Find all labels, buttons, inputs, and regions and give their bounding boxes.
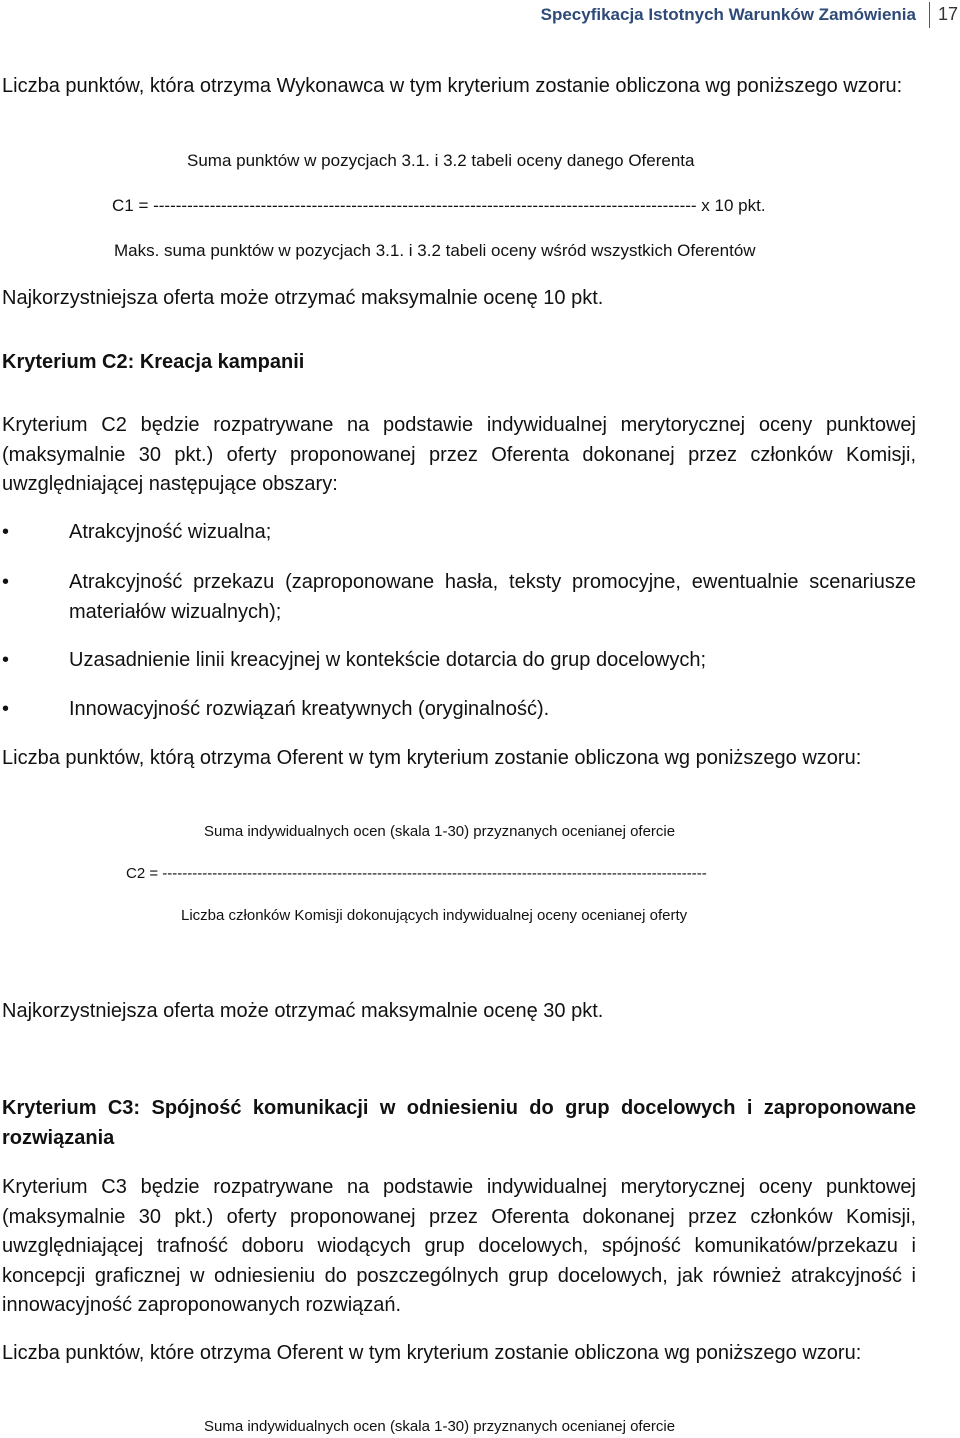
bullet-text: Innowacyjność rozwiązań kreatywnych (oryginalność). (69, 698, 550, 720)
c1-formula-denominator: Maks. suma punktów w pozycjach 3.1. i 3.2 tabeli oceny wśród wszystkich Oferentów (114, 241, 756, 260)
c3-description: Kryterium C3 będzie rozpatrywane na podstawie indywidualnej merytorycznej oceny punktowej (maksymalnie 30 pkt.) oferty proponowanej przez Oferenta dokonanej przez członków Komisji, uwzględniającej trafność doboru wiodących grup docelowych, spójność komunikatów/przekazu i koncepcji graficznej w odniesieniu do poszczególnych grup docelowych, jak również atrakcyjność i innowacyjność zaproponowanych rozwiązań. (2, 1176, 916, 1316)
c2-formula-line: C2 = ------------------------------------------------------------------------------------------------------------- (126, 865, 707, 882)
c1-max-score: Najkorzystniejsza oferta może otrzymać maksymalnie ocenę 10 pkt. (2, 287, 604, 309)
c2-intro-paragraph: Liczba punktów, którą otrzyma Oferent w tym kryterium zostanie obliczona wg poniższego wzoru: (2, 747, 862, 769)
c1-formula-numerator: Suma punktów w pozycjach 3.1. i 3.2 tabeli oceny danego Oferenta (187, 151, 695, 170)
page-header (0, 0, 960, 32)
c3-formula-numerator: Suma indywidualnych ocen (skala 1-30) przyznanych ocenianej ofercie (204, 1418, 676, 1435)
c3-intro-paragraph: Liczba punktów, które otrzyma Oferent w tym kryterium zostanie obliczona wg poniższego wzoru: (2, 1342, 862, 1364)
bullet-marker: • (2, 521, 10, 543)
bullet-marker: • (2, 698, 10, 720)
c1-intro-paragraph: Liczba punktów, która otrzyma Wykonawca w tym kryterium zostanie obliczona wg poniższego wzoru: (2, 75, 903, 97)
bullet-text: Uzasadnienie linii kreacyjnej w kontekście dotarcia do grup docelowych; (69, 649, 707, 671)
bullet-marker: • (2, 649, 10, 671)
c2-heading: Kryterium C2: Kreacja kampanii (2, 351, 305, 373)
c2-formula-numerator: Suma indywidualnych ocen (skala 1-30) przyznanych ocenianej ofercie (204, 823, 676, 840)
header-title: Specyfikacja Istotnych Warunków Zamówienia (540, 5, 916, 24)
bullet-marker: • (2, 571, 10, 593)
c3-heading: Kryterium C3: Spójność komunikacji w odniesieniu do grup docelowych i zaproponowane rozwiązania (2, 1097, 916, 1149)
header-divider (929, 2, 930, 28)
bullet-text: Atrakcyjność przekazu (zaproponowane hasła, teksty promocyjne, ewentualnie scenariusze materiałów wizualnych); (69, 571, 916, 623)
c2-description: Kryterium C2 będzie rozpatrywane na podstawie indywidualnej merytorycznej oceny punktowej (maksymalnie 30 pkt.) oferty proponowanej przez Oferenta dokonanej przez członków Komisji, uwzględniającej następujące obszary: (2, 414, 916, 495)
bullet-item (0, 568, 940, 628)
c2-max-score: Najkorzystniejsza oferta może otrzymać maksymalnie ocenę 30 pkt. (2, 1000, 604, 1022)
bullet-text: Atrakcyjność wizualna; (69, 521, 272, 543)
page-number: 17 (938, 4, 959, 24)
c2-formula-denominator: Liczba członków Komisji dokonujących indywidualnej oceny ocenianej oferty (181, 907, 688, 924)
c1-formula-line: C1 = ------------------------------------------------------------------------------------------------ x 10 pkt. (112, 196, 766, 215)
